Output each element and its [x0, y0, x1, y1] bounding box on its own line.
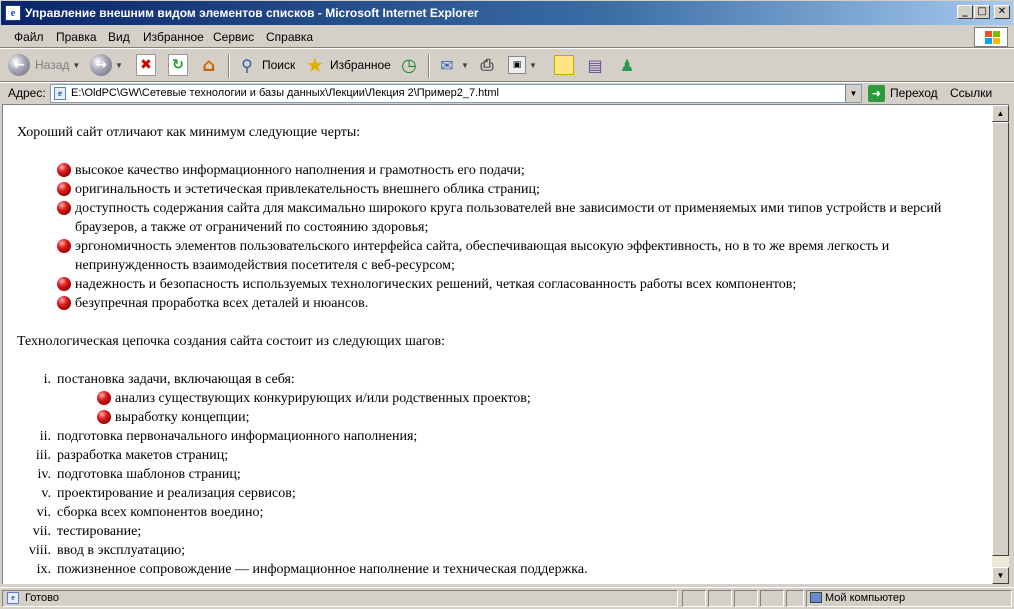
step-number: iii.	[35, 448, 51, 463]
substep-item	[97, 389, 915, 408]
toolbar-separator	[428, 54, 430, 78]
step-number: v.	[41, 486, 51, 501]
red-ball-bullet-icon	[57, 239, 71, 253]
red-ball-bullet-icon	[57, 182, 71, 196]
menu-tools[interactable]: Сервис	[213, 30, 255, 44]
print-button[interactable]	[476, 53, 498, 77]
page-icon: e	[54, 87, 66, 100]
step-item	[36, 560, 588, 579]
home-icon: ⌂	[202, 54, 216, 76]
go-arrow-icon: ➜	[868, 85, 885, 102]
step-number: ix.	[36, 562, 51, 577]
feature-item	[57, 180, 992, 199]
favorites-label: Избранное	[330, 58, 391, 72]
step-text: тестирование;	[57, 524, 142, 539]
intro-paragraph: Хороший сайт отличают как минимум следующие черты:	[17, 125, 361, 140]
status-panel-empty	[786, 590, 804, 607]
edit-button[interactable]	[508, 53, 537, 77]
close-button[interactable]: ✕	[994, 5, 1010, 19]
step-item	[37, 465, 241, 484]
address-dropdown-icon[interactable]: ▼	[845, 85, 861, 102]
menu-edit[interactable]: Правка	[56, 30, 97, 44]
stop-icon: ✖	[136, 54, 156, 76]
printer-icon: ⎙	[480, 55, 494, 74]
red-ball-bullet-icon	[97, 391, 111, 405]
step-text: подготовка шаблонов страниц;	[57, 467, 241, 482]
substep-item	[97, 408, 915, 427]
page-content	[2, 104, 992, 584]
step-item	[39, 427, 418, 446]
address-bar	[0, 82, 1014, 102]
favorites-button[interactable]	[304, 53, 391, 77]
step-item	[43, 370, 295, 389]
forward-arrow-icon: →	[90, 54, 112, 76]
menu-favorites[interactable]: Избранное	[143, 30, 204, 44]
red-ball-bullet-icon	[97, 410, 111, 424]
feature-text: надежность и безопасность используемых технологических решений, четкая согласованность работы всех компонентов;	[75, 277, 797, 292]
scroll-up-icon[interactable]: ▲	[992, 105, 1009, 122]
red-ball-bullet-icon	[57, 163, 71, 177]
feature-item	[57, 161, 992, 180]
mail-icon: ✉	[440, 55, 454, 75]
back-label: Назад	[35, 58, 70, 72]
menu-view[interactable]: Вид	[108, 30, 130, 44]
step-text: подготовка первоначального информационного наполнения;	[57, 429, 418, 444]
history-button[interactable]	[398, 53, 420, 77]
search-label: Поиск	[262, 58, 296, 72]
status-panel-empty	[760, 590, 784, 607]
mail-button[interactable]	[436, 53, 469, 77]
menu-bar	[0, 26, 1014, 48]
back-button[interactable]	[8, 53, 80, 77]
step-item	[32, 522, 142, 541]
windows-logo-icon	[974, 27, 1008, 47]
address-url[interactable]: E:\OldPC\GW\Сетевые технологии и базы данных\Лекции\Лекция 2\Пример2_7.html	[71, 87, 499, 99]
refresh-button[interactable]	[168, 53, 188, 77]
step-number: ii.	[39, 429, 51, 444]
menu-help[interactable]: Справка	[266, 30, 314, 44]
home-button[interactable]	[198, 53, 220, 77]
messenger-icon: ♟	[619, 55, 635, 75]
go-button[interactable]	[868, 83, 938, 103]
status-panel-empty	[708, 590, 732, 607]
red-ball-bullet-icon	[57, 277, 71, 291]
feature-text: высокое качество информационного наполнения и грамотность его подачи;	[75, 163, 525, 178]
status-panel-empty	[734, 590, 758, 607]
messenger-button[interactable]	[616, 53, 638, 77]
links-button[interactable]: Ссылки	[950, 86, 993, 100]
minimize-button[interactable]: _	[957, 5, 973, 19]
vertical-scrollbar[interactable]	[992, 104, 1009, 584]
feature-text: оригинальность и эстетическая привлекательность внешнего облика страниц;	[75, 182, 540, 197]
step-item	[28, 541, 186, 560]
refresh-icon: ↻	[168, 54, 188, 76]
my-computer-icon	[810, 592, 822, 603]
address-label: Адрес:	[8, 86, 46, 100]
scroll-thumb[interactable]	[992, 122, 1009, 556]
step-text: постановка задачи, включающая в себя:	[57, 372, 295, 387]
feature-item	[57, 275, 992, 294]
toolbar	[0, 48, 1014, 82]
note-icon	[554, 55, 574, 75]
maximize-button[interactable]: □	[974, 5, 990, 19]
go-label: Переход	[890, 86, 938, 100]
back-dropdown-icon[interactable]: ▼	[72, 60, 81, 70]
step-text: ввод в эксплуатацию;	[57, 543, 186, 558]
feature-text: безупречная проработка всех деталей и нюансов.	[75, 296, 369, 311]
page-status-icon: e	[7, 592, 19, 604]
back-arrow-icon: ←	[8, 54, 30, 76]
status-panel-empty	[682, 590, 706, 607]
step-text: разработка макетов страниц;	[57, 448, 229, 463]
scroll-down-icon[interactable]: ▼	[992, 567, 1009, 584]
feature-text: эргономичность элементов пользовательского интерфейса сайта, обеспечивающая высокую эффективность, но в то же время легкость и непринужденность взаимодействия посетителя с веб-ресурсом;	[75, 239, 890, 273]
step-number: viii.	[28, 543, 51, 558]
step-item	[35, 446, 229, 465]
search-button[interactable]	[236, 53, 295, 77]
research-button[interactable]	[584, 53, 606, 77]
mail-dropdown-icon[interactable]: ▼	[461, 60, 469, 70]
ie-app-icon[interactable]: e	[5, 5, 21, 21]
window-title: Управление внешним видом элементов списков - Microsoft Internet Explorer	[25, 6, 479, 20]
substep-text: выработку концепции;	[115, 410, 250, 425]
status-text: Готово	[25, 592, 59, 604]
substep-text: анализ существующих конкурирующих и/или родственных проектов;	[115, 391, 531, 406]
zone-text: Мой компьютер	[825, 592, 906, 604]
step-number: i.	[43, 372, 51, 387]
step-number: vi.	[36, 505, 51, 520]
discuss-button[interactable]	[554, 53, 574, 77]
edit-dropdown-icon[interactable]: ▼	[529, 60, 537, 70]
step-item	[41, 484, 296, 503]
address-input[interactable]	[50, 84, 862, 103]
feature-text: доступность содержания сайта для максимально широкого круга пользователей вне зависимости от применяемых ими типов устройств и версий браузеров, а также от ограничений по состоянию здоровья;	[75, 201, 942, 235]
search-icon: ⚲	[241, 55, 253, 75]
steps-intro-paragraph: Технологическая цепочка создания сайта состоит из следующих шагов:	[17, 334, 445, 349]
edit-page-icon: ▣	[508, 56, 526, 74]
feature-item	[57, 294, 992, 313]
zone-panel	[806, 590, 1012, 607]
stop-button[interactable]	[136, 53, 156, 77]
history-icon: ◷	[401, 54, 417, 76]
forward-dropdown-icon[interactable]: ▼	[115, 60, 123, 70]
feature-item	[57, 199, 955, 237]
step-number: iv.	[37, 467, 51, 482]
step-number: vii.	[32, 524, 51, 539]
forward-button[interactable]	[90, 53, 123, 77]
favorites-star-icon: ★	[306, 53, 324, 77]
step-item	[36, 503, 264, 522]
status-bar	[0, 587, 1014, 609]
status-text-panel	[2, 590, 678, 607]
red-ball-bullet-icon	[57, 296, 71, 310]
feature-item	[57, 237, 955, 275]
step-text: пожизненное сопровождение — информационное наполнение и техническая поддержка.	[57, 562, 588, 577]
step-text: проектирование и реализация сервисов;	[57, 486, 296, 501]
toolbar-separator	[228, 54, 230, 78]
menu-file[interactable]: Файл	[14, 30, 44, 44]
step-text: сборка всех компонентов воедино;	[57, 505, 264, 520]
research-books-icon: ▤	[587, 55, 603, 75]
red-ball-bullet-icon	[57, 201, 71, 215]
title-bar	[0, 0, 1014, 26]
